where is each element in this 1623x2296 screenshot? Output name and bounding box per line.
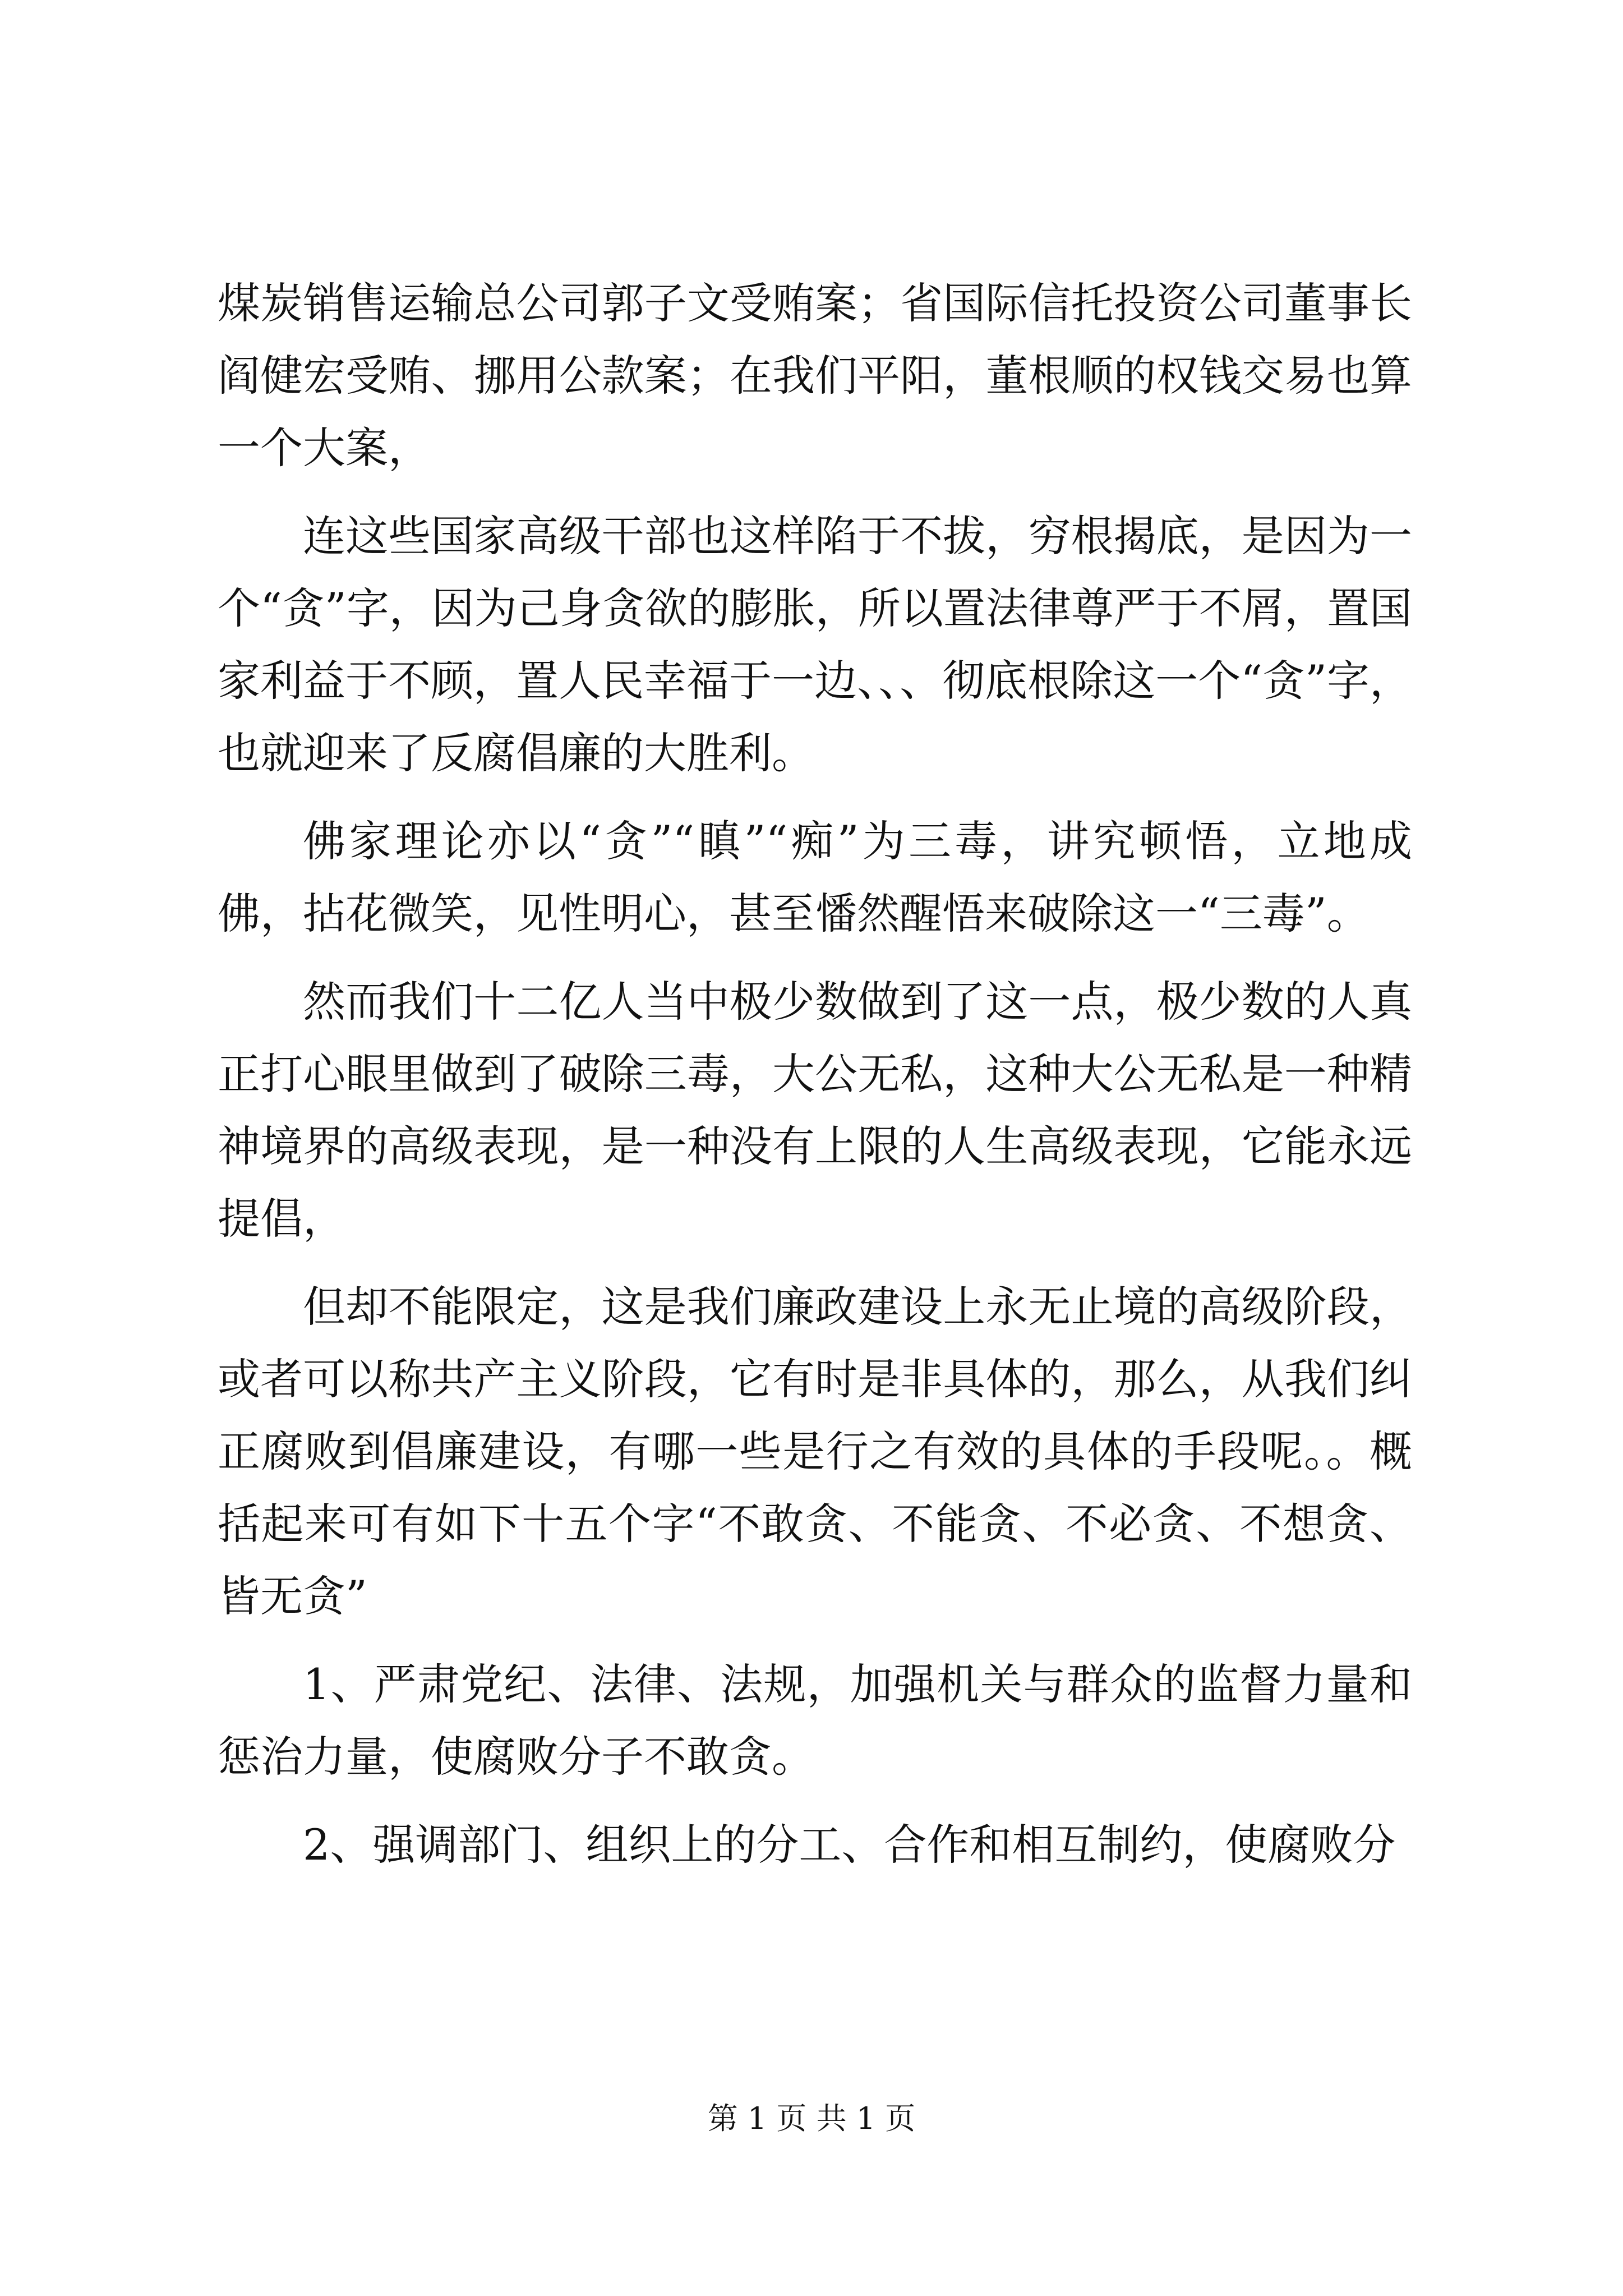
paragraph-3: 佛家理论亦以“贪”“瞋”“痴”为三毒，讲究顿悟，立地成佛，拈花微笑，见性明心，甚至憣然醒悟来破除这一“三毒”。 bbox=[218, 816, 1412, 938]
paragraph-7: 2、强调部门、组织上的分工、合作和相互制约，使腐败分 bbox=[303, 1820, 1396, 1870]
paragraph-5: 但却不能限定，这是我们廉政建设上永无止境的高级阶段，或者可以称共产主义阶段，它有时是非具体的，那么，从我们纠正腐败到倡廉建设，有哪一些是行之有效的具体的手段呢。。概括起来可有如下十五个字“不敢贪、不能贪、不必贪、不想贪、皆无贪” bbox=[218, 1282, 1412, 1621]
paragraph-1: 煤炭销售运输总公司郭子文受贿案；省国际信托投资公司董事长阎健宏受贿、挪用公款案；在我们平阳，董根顺的权钱交易也算一个大案， bbox=[218, 278, 1412, 473]
paragraph-4: 然而我们十二亿人当中极少数做到了这一点，极少数的人真正打心眼里做到了破除三毒，大公无私，这种大公无私是一种精神境界的高级表现，是一种没有上限的人生高级表现，它能永远提倡， bbox=[218, 977, 1412, 1244]
paragraph-2: 连这些国家高级干部也这样陷于不拔，穷根揭底，是因为一个“贪”字，因为己身贪欲的膨胀，所以置法律尊严于不屑，置国家利益于不顾，置人民幸福于一边、、、彻底根除这一个“贪”字，也就迎来了反腐倡廉的大胜利。 bbox=[218, 511, 1412, 778]
paragraph-6: 1、严肃党纪、法律、法规，加强机关与群众的监督力量和惩治力量，使腐败分子不敢贪。 bbox=[218, 1659, 1412, 1782]
document-body bbox=[218, 267, 1412, 1897]
page-footer: 第 1 页 共 1 页 bbox=[707, 2101, 916, 2136]
